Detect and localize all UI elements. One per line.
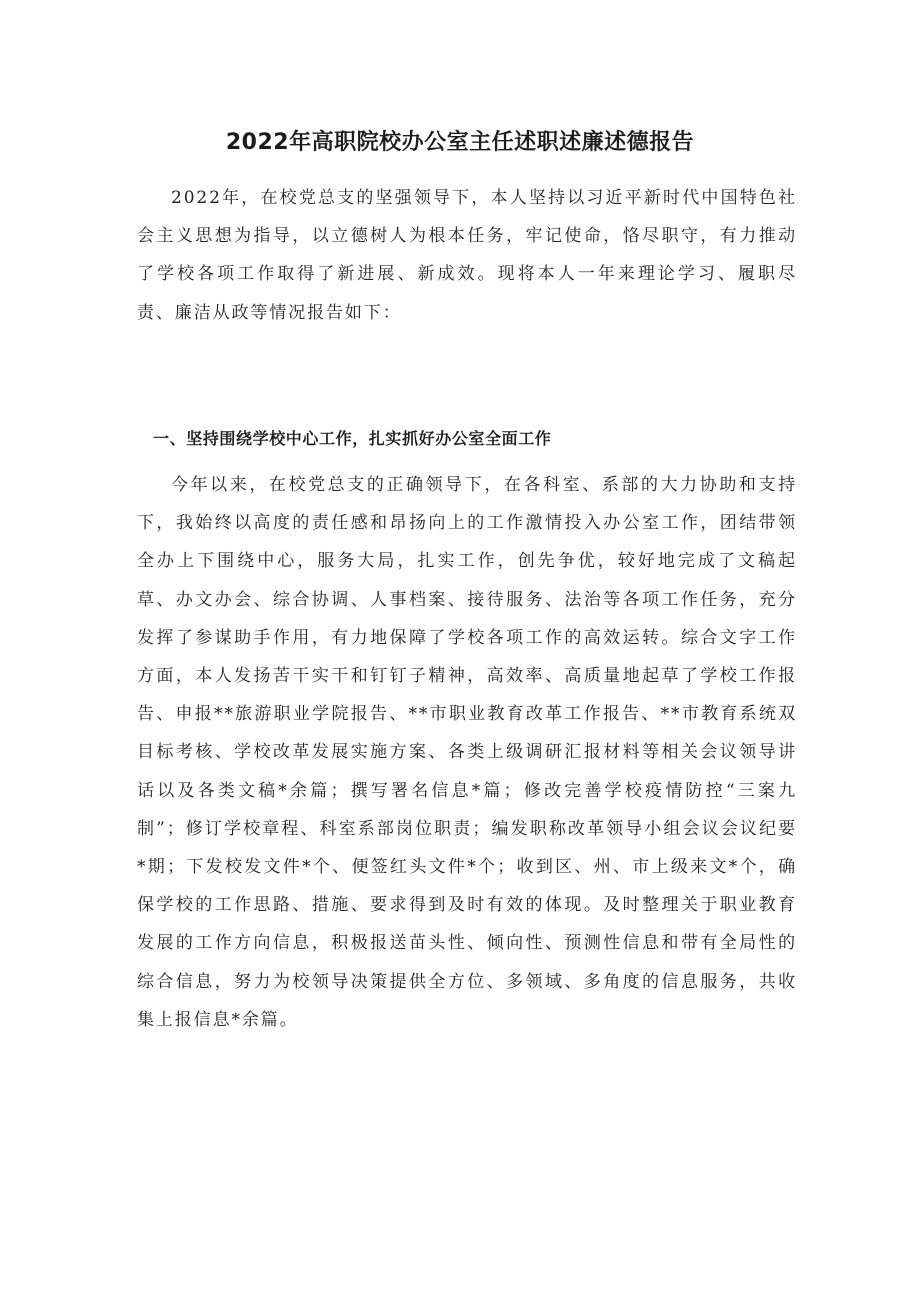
intro-paragraph: 2022年，在校党总支的坚强领导下，本人坚持以习近平新时代中国特色社会主义思想为指导，以立德树人为根本任务，牢记使命，恪尽职守，有力推动了学校各项工作取得了新进展、新成效。现将本人一年来理论学习、履职尽责、廉洁从政等情况报告如下： xyxy=(137,188,797,323)
document-title: 2022年高职院校办公室主任述职述廉述德报告 xyxy=(225,129,695,155)
section-heading: 一、坚持围绕学校中心工作，扎实抓好办公室全面工作 xyxy=(153,429,552,448)
section-body-paragraph: 今年以来，在校党总支的正确领导下，在各科室、系部的大力协助和支持下，我始终以高度的责任感和昂扬向上的工作激情投入办公室工作，团结带领全办上下围绕中心，服务大局，扎实工作，创先争优，较好地完成了文稿起草、办文办会、综合协调、人事档案、接待服务、法治等各项工作任务，充分发挥了参谋助手作用，有力地保障了学校各项工作的高效运转。综合文字工作方面，本人发扬苦干实干和钉钉子精神，高效率、高质量地起草了学校工作报告、申报**旅游职业学院报告、**市职业教育改革工作报告、**市教育系统双目标考核、学校改革发展实施方案、各类上级调研汇报材料等相关会议领导讲话以及各类文稿*余篇；撰写署名信息*篇；修改完善学校疫情防控“三案九制”；修订学校章程、科室系部岗位职责；编发职称改革领导小组会议会议纪要*期；下发校发文件*个、便签红头文件*个；收到区、州、市上级来文*个，确保学校的工作思路、措施、要求得到及时有效的体现。及时整理关于职业教育发展的工作方向信息，积极报送苗头性、倾向性、预测性信息和带有全局性的综合信息，努力为校领导决策提供全方位、多领域、多角度的信息服务，共收集上报信息*余篇。 xyxy=(137,475,797,1030)
